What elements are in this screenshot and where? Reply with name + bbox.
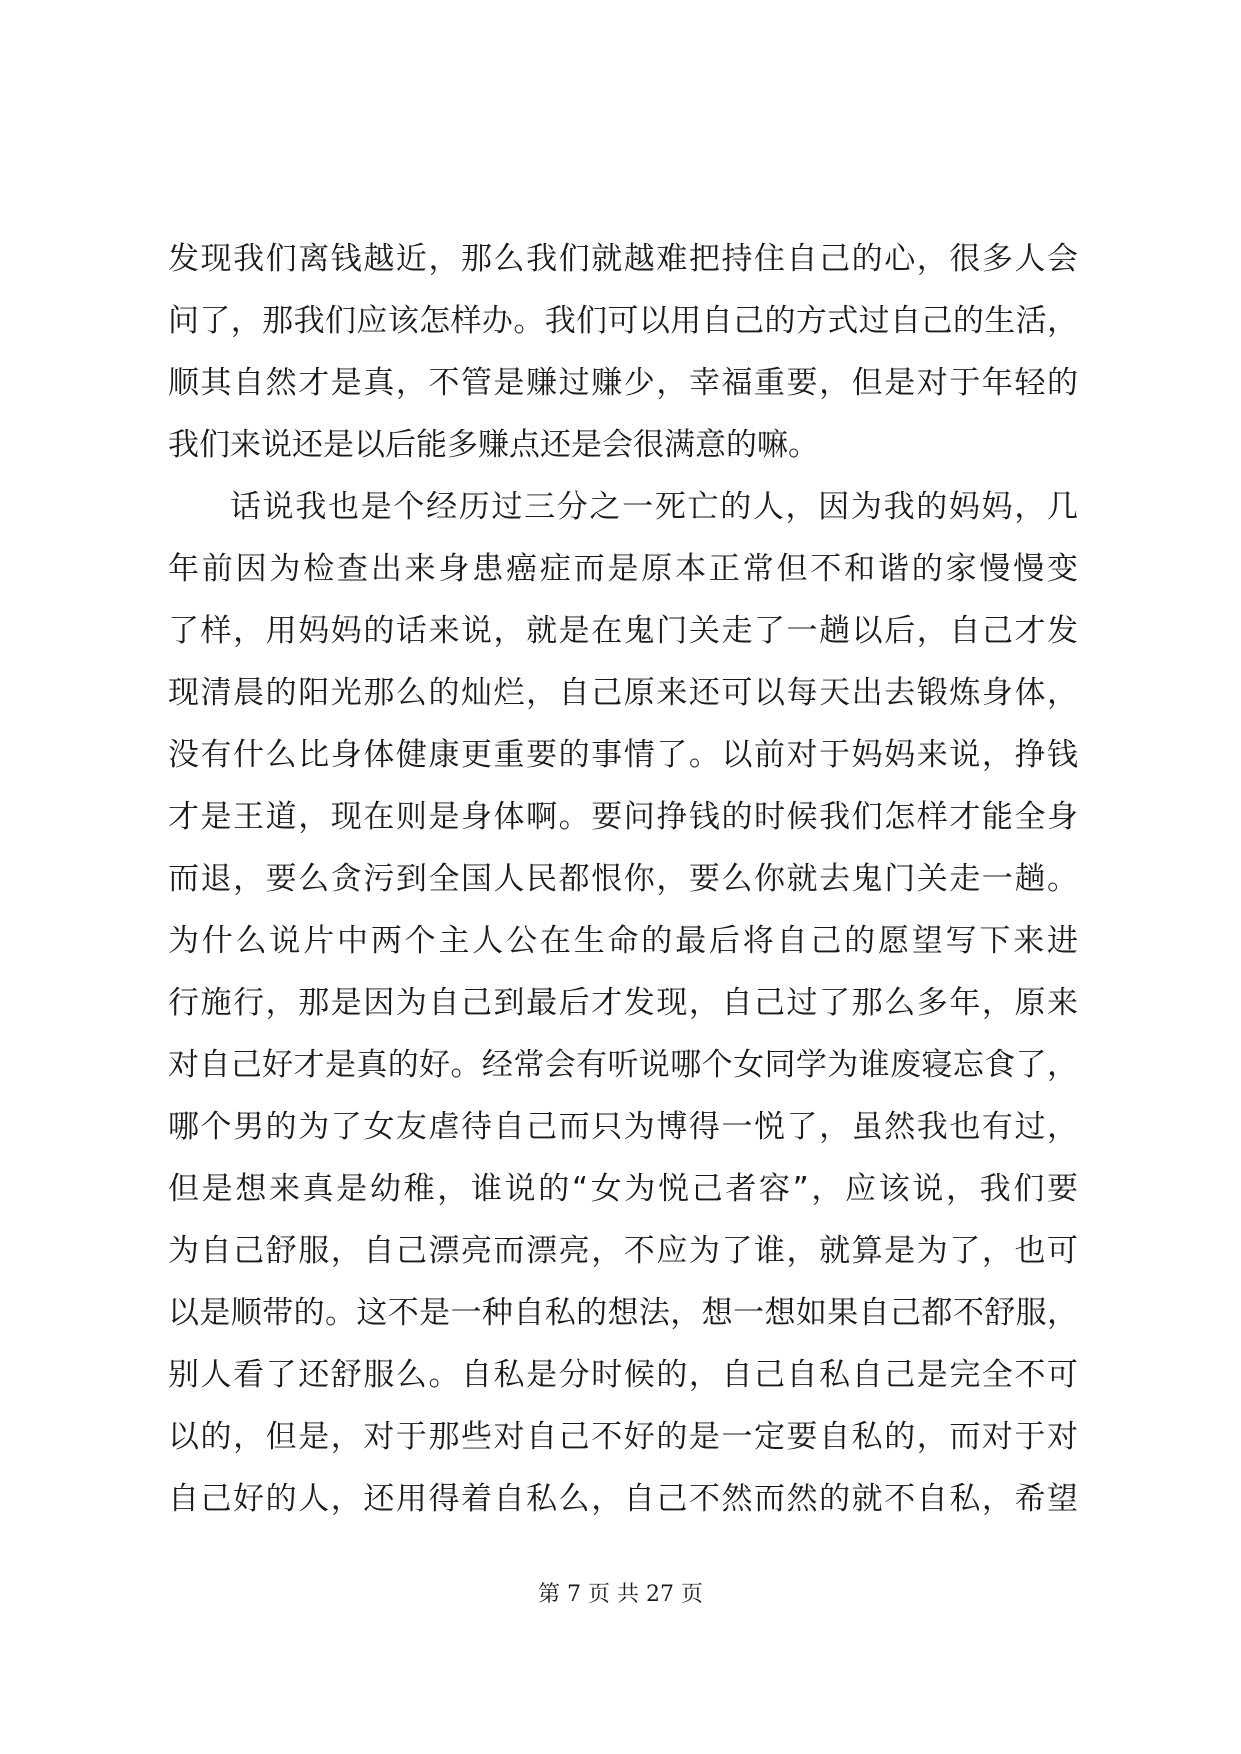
text-line: 问了，那我们应该怎样办。我们可以用自己的方式过自己的生活， [168, 303, 1078, 339]
text-line: 别人看了还舒服么。自私是分时候的，自己自私自己是完全不可 [168, 1357, 1078, 1393]
text-line: 为自己舒服，自己漂亮而漂亮，不应为了谁，就算是为了，也可 [168, 1233, 1078, 1269]
text-line: 以是顺带的。这不是一种自私的想法，想一想如果自己都不舒服， [168, 1295, 1078, 1331]
text-line: 以的，但是，对于那些对自己不好的是一定要自私的，而对于对 [168, 1419, 1078, 1455]
text-line: 而退，要么贪污到全国人民都恨你，要么你就去鬼门关走一趟。 [168, 861, 1078, 897]
text-line: 顺其自然才是真，不管是赚过赚少，幸福重要，但是对于年轻的 [168, 365, 1078, 401]
text-line: 但是想来真是幼稚，谁说的“女为悦己者容”，应该说，我们要 [168, 1171, 1078, 1207]
text-line: 了样，用妈妈的话来说，就是在鬼门关走了一趟以后，自己才发 [168, 613, 1078, 649]
page-number-footer: 第 7 页 共 27 页 [538, 1582, 703, 1607]
text-line: 为什么说片中两个主人公在生命的最后将自己的愿望写下来进 [168, 923, 1078, 959]
text-line: 年前因为检查出来身患癌症而是原本正常但不和谐的家慢慢变 [168, 551, 1078, 587]
paragraph-first-line: 话说我也是个经历过三分之一死亡的人，因为我的妈妈，几 [230, 489, 1078, 525]
body-text [168, 228, 1078, 1530]
text-line: 发现我们离钱越近，那么我们就越难把持住自己的心，很多人会 [168, 241, 1078, 277]
text-line: 没有什么比身体健康更重要的事情了。以前对于妈妈来说，挣钱 [168, 737, 1078, 773]
text-line: 行施行，那是因为自己到最后才发现，自己过了那么多年，原来 [168, 985, 1078, 1021]
text-line: 自己好的人，还用得着自私么，自己不然而然的就不自私，希望 [168, 1481, 1078, 1517]
text-line: 哪个男的为了女友虐待自己而只为博得一悦了，虽然我也有过， [168, 1109, 1078, 1145]
text-line: 对自己好才是真的好。经常会有听说哪个女同学为谁废寝忘食了， [168, 1047, 1078, 1083]
text-line: 才是王道，现在则是身体啊。要问挣钱的时候我们怎样才能全身 [168, 799, 1078, 835]
text-line: 我们来说还是以后能多赚点还是会很满意的嘛。 [168, 427, 819, 463]
text-line: 现清晨的阳光那么的灿烂，自己原来还可以每天出去锻炼身体， [168, 675, 1078, 711]
